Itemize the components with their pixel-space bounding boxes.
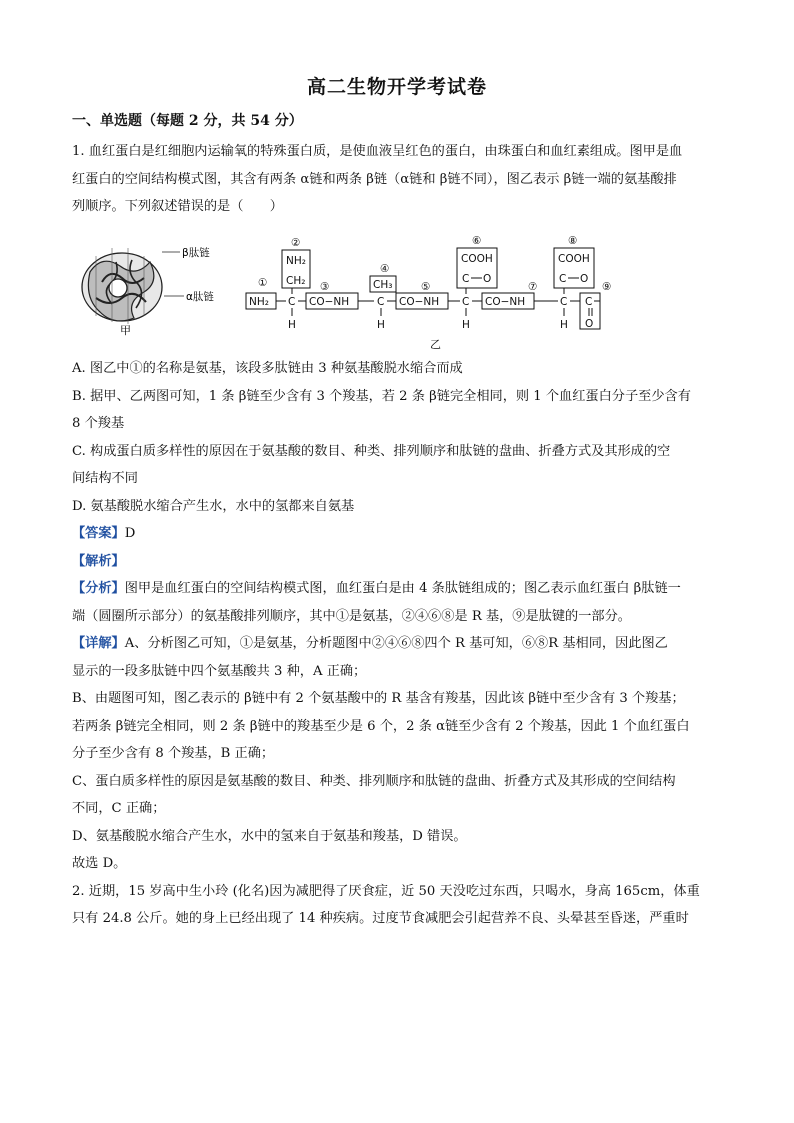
r-group-text: COOH (461, 253, 493, 265)
peptide-bond-label: CO−NH (485, 296, 526, 308)
circled-number: ⑨ (602, 281, 612, 293)
r-group-text: O (483, 273, 492, 285)
stem-line: 1. 血红蛋白是红细胞内运输氧的特殊蛋白质，是使血液呈红色的蛋白，由珠蛋白和血红素组成。图甲是血 (72, 144, 683, 159)
alpha-carbon: C (288, 296, 296, 308)
r-group-text: CH₃ (373, 279, 393, 291)
answer-value: D (124, 526, 136, 541)
stem-line: 红蛋白的空间结构模式图，其含有两条 α链和两条 β链（α链和 β链不同），图乙表示 β链一端的氨基酸排 (72, 171, 677, 187)
beta-chain-label: β肽链 (182, 247, 210, 259)
alpha-carbon: C (462, 296, 470, 308)
fenxi-text: 图甲是血红蛋白的空间结构模式图，血红蛋白是由 4 条肽链组成的；图乙表示血红蛋白 β肽链一 (124, 581, 681, 596)
detail-c-2: 不同，C 正确； (72, 801, 166, 816)
detail-line-2: 显示的一段多肽链中四个氨基酸共 3 种，A 正确； (72, 663, 367, 679)
r-group-text: O (580, 273, 589, 285)
circled-number: ⑤ (421, 281, 431, 293)
figure-jia-label: 甲 (120, 324, 131, 337)
answer-line (72, 520, 724, 548)
fenxi-line (72, 575, 724, 603)
detail-b-2: 若两条 β链完全相同，则 2 条 β链中的羧基至少是 6 个，2 条 α链至少含有 2 个羧基，因此 1 个血红蛋白 (72, 718, 690, 734)
r-group-text: C (462, 273, 470, 285)
carbonyl-oxygen: O (585, 318, 594, 330)
question-2-stem-2: 只有 24.8 公斤。她的身上已经出现了 14 种疾病。过度节食减肥会引起营养不良、头晕甚至昏迷，严重时 (72, 911, 689, 926)
answer-tag: 【答案】 (72, 526, 125, 541)
question-2-stem-1: 2. 近期，15 岁高中生小玲 (化名)因为减肥得了厌食症，近 50 天没吃过东西，只喝水，身高 165cm，体重 (72, 883, 700, 899)
figure-yi-label: 乙 (430, 338, 441, 351)
alpha-carbon: C (377, 296, 385, 308)
detail-c-1: C、蛋白质多样性的原因是氨基酸的数目、种类、排列顺序和肽链的盘曲、折叠方式及其形成的空间结构 (72, 773, 676, 789)
option-c-cont: 间结构不同 (72, 471, 138, 486)
circled-number: ⑥ (472, 235, 482, 247)
question-1-options (72, 355, 724, 933)
section-heading: 一、单选题（每题 2 分，共 54 分） (72, 113, 303, 129)
page-title: 高二生物开学考试卷 (306, 76, 487, 98)
question-1-stem (72, 138, 724, 221)
peptide-bond-label: CO−NH (309, 296, 350, 308)
detail-b-3: 分子至少含有 8 个羧基，B 正确； (72, 746, 275, 761)
circled-number: ② (291, 237, 301, 249)
r-group-text: NH₂ (286, 255, 306, 267)
conclusion: 故选 D。 (72, 856, 127, 871)
carbonyl-carbon: C (585, 296, 593, 308)
detail-b-1: B、由题图可知，图乙表示的 β链中有 2 个氨基酸中的 R 基含有羧基，因此该 β链中至少含有 3 个羧基； (72, 691, 685, 706)
question-1-figure (72, 232, 724, 354)
circled-number: ① (258, 277, 268, 289)
detail-d-1: D、氨基酸脱水缩合产生水，水中的氢来自于氨基和羧基，D 错误。 (72, 828, 467, 844)
hydrogen-atom: H (462, 319, 470, 331)
xiangjie-text: A、分析图乙可知，①是氨基，分析题图中②④⑥⑧四个 R 基可知，⑥⑧R 基相同，因此图乙 (124, 636, 668, 651)
xiangjie-tag: 【详解】 (72, 636, 125, 651)
circled-number: ⑦ (528, 281, 538, 293)
option-c: C. 构成蛋白质多样性的原因在于氨基酸的数目、种类、排列顺序和肽链的盘曲、折叠方式及其形成的空 (72, 443, 671, 459)
r-group-text: CH₂ (286, 275, 306, 287)
hydrogen-atom: H (288, 319, 296, 331)
r-group-text: C (559, 273, 567, 285)
circled-number: ④ (380, 263, 390, 275)
alpha-chain-label: α肽链 (186, 291, 214, 303)
stem-line: 列顺序。下列叙述错误的是（ ） (72, 199, 283, 214)
hydrogen-atom: H (560, 319, 568, 331)
circled-number: ⑧ (568, 235, 578, 247)
protein-structure-figure (72, 232, 724, 354)
option-d: D. 氨基酸脱水缩合产生水，水中的氢都来自氨基 (72, 498, 355, 514)
detail-line (72, 630, 724, 658)
option-b: B. 据甲、乙两图可知，1 条 β链至少含有 3 个羧基，若 2 条 β链完全相同，则 1 个血红蛋白分子至少含有 (72, 388, 691, 404)
alpha-carbon: C (560, 296, 568, 308)
hydrogen-atom: H (377, 319, 385, 331)
fenxi-tag: 【分析】 (72, 581, 125, 596)
peptide-chain-diagram (246, 235, 611, 351)
analysis-tag: 【解析】 (72, 553, 125, 569)
hemoglobin-model-image (82, 248, 184, 324)
amino-group-label: NH₂ (249, 296, 269, 308)
r-group-text: COOH (558, 253, 590, 265)
option-a: A. 图乙中①的名称是氨基，该段多肽链由 3 种氨基酸脱水缩合而成 (72, 361, 463, 376)
option-b-cont: 8 个羧基 (72, 416, 125, 431)
circled-number: ③ (320, 281, 330, 293)
peptide-bond-label: CO−NH (399, 296, 440, 308)
fenxi-line-2: 端（圆圈所示部分）的氨基酸排列顺序，其中①是氨基，②④⑥⑧是 R 基，⑨是肽键的一部分。 (72, 608, 631, 624)
analysis-line (72, 548, 724, 576)
